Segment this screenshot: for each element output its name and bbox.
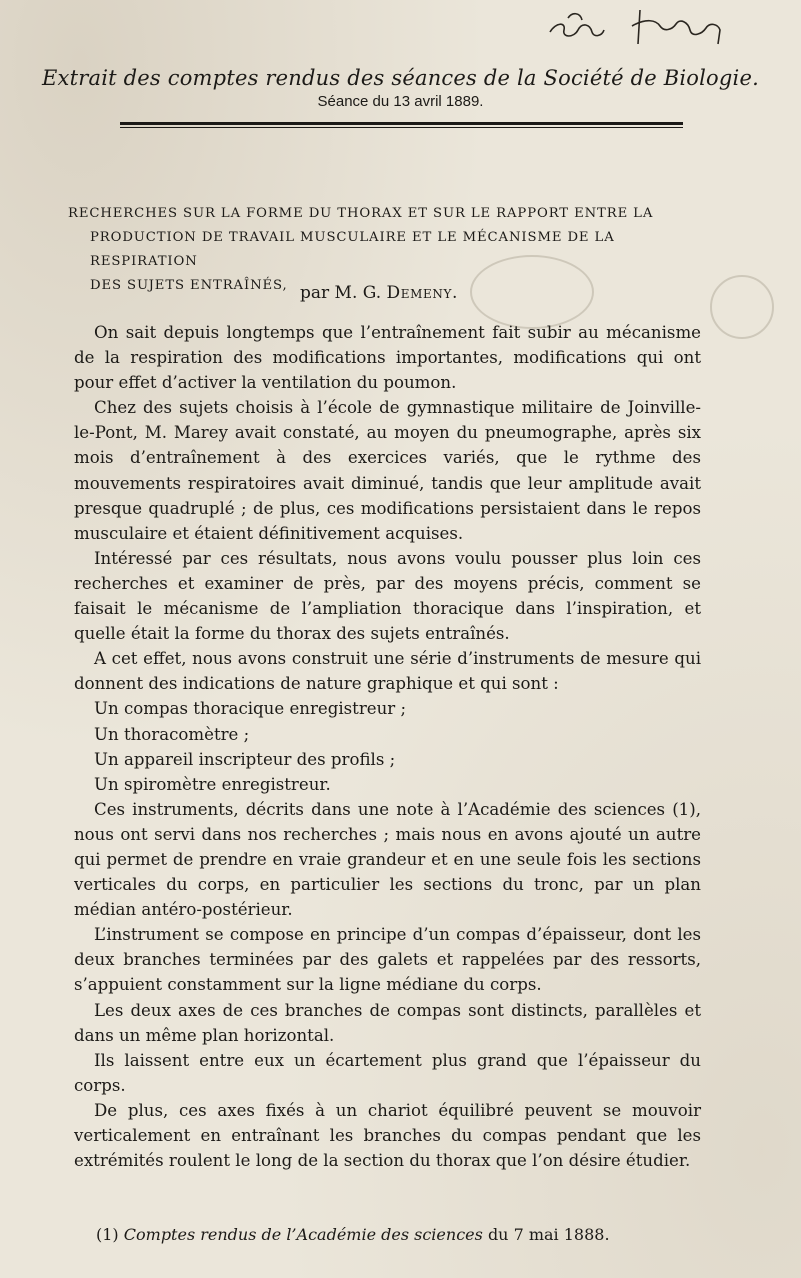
title-line-3: DES SUJETS ENTRAÎNÉS, bbox=[90, 278, 288, 293]
journal-header: Extrait des comptes rendus des séances de la Société de Biologie. bbox=[42, 66, 759, 90]
header-rule bbox=[120, 122, 683, 125]
author-prefix: par M. G. bbox=[300, 283, 382, 303]
instrument-item: Un compas thoracique enregistreur ; bbox=[94, 699, 407, 719]
paragraph: L’instrument se compose en principe d’un compas d’épaisseur, dont les deux branches terminées par des galets et rappelées par des ressorts, s’appuient constamment sur la ligne médiane du corps. bbox=[74, 925, 701, 995]
instrument-item: Un appareil inscripteur des profils ; bbox=[94, 749, 396, 769]
paragraph: Ils laissent entre eux un écartement plus grand que l’épaisseur du corps. bbox=[74, 1050, 701, 1095]
paragraph: Intéressé par ces résultats, nous avons voulu pousser plus loin ces recherches et examiner de près, par des moyens précis, comment se faisait le mécanisme de l’ampliation thoracique dans l’inspiration, et quelle était la forme du thorax des sujets entraînés. bbox=[74, 548, 701, 644]
paragraph: A cet effet, nous avons construit une série d’instruments de mesure qui donnent des indications de nature graphique et qui sont : bbox=[74, 649, 701, 694]
paragraph: De plus, ces axes fixés à un chariot équilibré peuvent se mouvoir verticalement en entraînant les branches du compas pendant que les extrémités roulent le long de la section du thorax que l’on désire étudier. bbox=[74, 1100, 701, 1171]
article-author bbox=[300, 283, 458, 303]
session-date: Séance du 13 avril 1889. bbox=[317, 93, 484, 110]
library-stamp-2 bbox=[710, 275, 774, 339]
paragraph: Les deux axes de ces branches de compas sont distincts, parallèles et dans un même plan horizontal. bbox=[74, 1000, 701, 1045]
footnote-date: du 7 mai 1888. bbox=[487, 1225, 610, 1244]
article-body bbox=[74, 320, 701, 1173]
paragraph: Chez des sujets choisis à l’école de gymnastique militaire de Joinville-le-Pont, M. Marey avait constaté, au moyen du pneumographe, après six mois d’entraînement à des exercices variés, que le rythme des mouvements respiratoires avait diminué, tandis que leur amplitude avait presque quadruplé ; de plus, ces modifications persistaient dans le repos musculaire et étaient définitivement acquises. bbox=[74, 398, 701, 543]
title-line-2: PRODUCTION DE TRAVAIL MUSCULAIRE ET LE MÉCANISME DE LA RESPIRATION bbox=[90, 230, 615, 269]
footnote-mark: (1) bbox=[96, 1225, 119, 1244]
title-line-1: RECHERCHES SUR LA FORME DU THORAX ET SUR LE RAPPORT ENTRE LA bbox=[68, 206, 654, 221]
paragraph: Ces instruments, décrits dans une note à l’Académie des sciences (1), nous ont servi dans nos recherches ; mais nous en avons ajouté un autre qui permet de prendre en vraie grandeur et en une seule fois les sections verticales du corps, en particulier les sections du tronc, par un plan médian antéro-postérieur. bbox=[74, 799, 701, 920]
paragraph: On sait depuis longtemps que l’entraînement fait subir au mécanisme de la respiration des modifications importantes, modifications qui ont pour effet d’activer la ventilation du poumon. bbox=[74, 323, 701, 393]
author-name: Demeny. bbox=[386, 283, 459, 303]
footnote-title: Comptes rendus de l’Académie des sciences bbox=[123, 1225, 483, 1244]
library-stamp bbox=[470, 255, 594, 329]
footnote bbox=[96, 1225, 610, 1244]
handwritten-signature bbox=[520, 0, 740, 50]
instrument-item: Un spiromètre enregistreur. bbox=[94, 774, 331, 794]
instrument-item: Un thoracomètre ; bbox=[94, 724, 250, 744]
header-rule-thin bbox=[120, 127, 683, 128]
